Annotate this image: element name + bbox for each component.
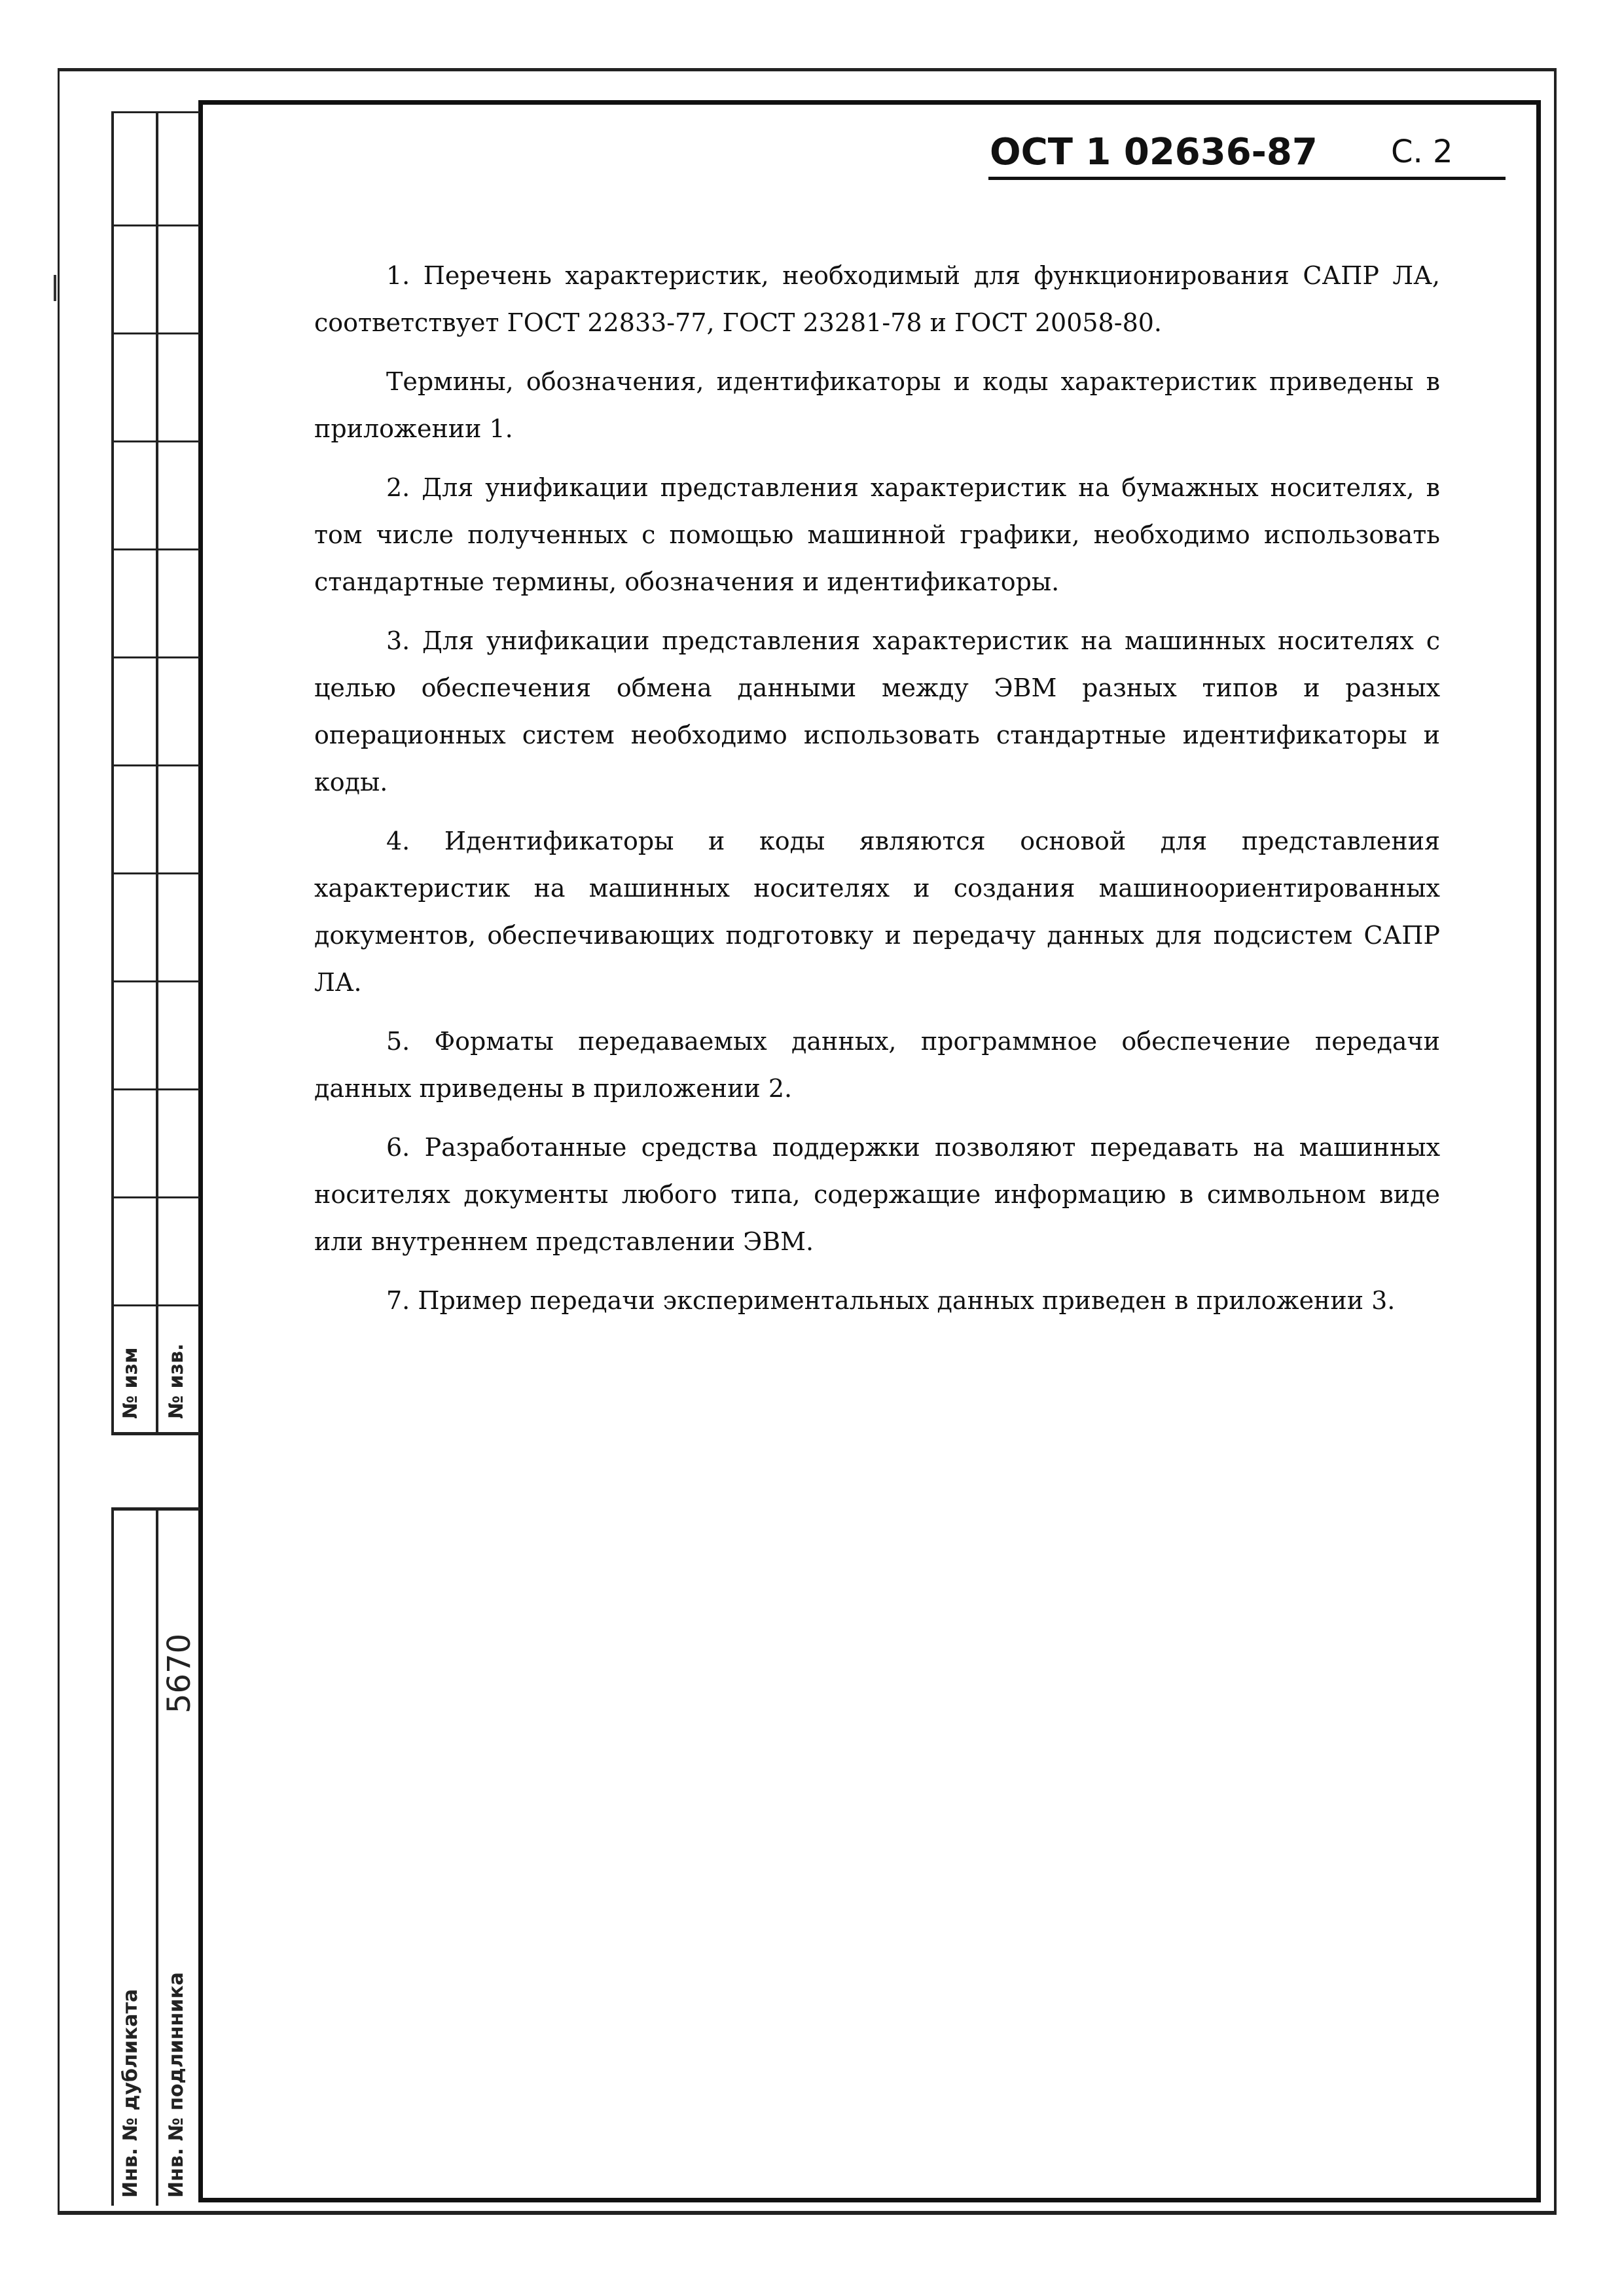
page-number: С. 2 [1391, 134, 1453, 170]
margin-row-line [111, 332, 200, 334]
margin-row-line [111, 224, 200, 226]
margin-row-line [111, 764, 200, 766]
margin-row-line [111, 656, 200, 658]
header-underline [988, 177, 1506, 180]
margin-row-line [111, 440, 200, 442]
margin-column-line [156, 111, 158, 1433]
paragraph-3: 3. Для унификации представления характеристик на машинных носителях с целью обеспечения обмена данными между ЭВМ разных типов и разных операционных систем необходимо использовать стандартные идентификаторы и коды. [314, 626, 1440, 797]
paragraph-1-note: Термины, обозначения, идентификаторы и коды характеристик приведены в приложении 1. [314, 367, 1440, 443]
margin-row-line [111, 111, 200, 113]
duplicate-inventory-label: Инв. № дубликата [119, 1988, 142, 2198]
document-body [314, 252, 1440, 1336]
margin-row-line [111, 872, 200, 874]
paragraph-2: 2. Для унификации представления характеристик на бумажных носителях, в том числе полученных с помощью машинной графики, необходимо использовать стандартные термины, обозначения и идентификаторы. [314, 473, 1440, 596]
margin-column-line [111, 1507, 114, 2206]
paragraph-5: 5. Форматы передаваемых данных, программное обеспечение передачи данных приведены в приложении 2. [314, 1027, 1440, 1103]
margin-row-line [111, 980, 200, 982]
margin-row-line [111, 1088, 200, 1090]
paragraph-4: 4. Идентификаторы и коды являются основой для представления характеристик на машинных носителях и создания машиноориентированных документов, обеспечивающих подготовку и передачу данных для подсистем САПР ЛА. [314, 827, 1440, 997]
notice-number-label: № изв. [165, 1343, 188, 1419]
margin-row-line [111, 1304, 200, 1306]
margin-column-line [111, 111, 114, 1433]
margin-row-line [111, 1196, 200, 1198]
paragraph-1: 1. Перечень характеристик, необходимый для функционирования САПР ЛА, соответствует ГОСТ 22833-77, ГОСТ 23281-78 и ГОСТ 20058-80. [314, 261, 1440, 337]
inventory-number: 5670 [161, 1633, 198, 1713]
margin-column-line [156, 1507, 158, 2206]
margin-row-line [111, 1507, 200, 1511]
paragraph-7: 7. Пример передачи экспериментальных данных приведен в приложении 3. [386, 1286, 1396, 1315]
paragraph-6: 6. Разработанные средства поддержки позволяют передавать на машинных носителях документы любого типа, содержащие информацию в символьном виде или внутреннем представлении ЭВМ. [314, 1133, 1440, 1256]
margin-row-line [111, 1432, 200, 1435]
original-inventory-label: Инв. № подлинника [165, 1972, 188, 2198]
margin-row-line [111, 548, 200, 550]
change-number-label: № изм [119, 1347, 142, 1419]
document-code: ОСТ 1 02636-87 [990, 131, 1318, 173]
scan-mark [54, 275, 56, 301]
